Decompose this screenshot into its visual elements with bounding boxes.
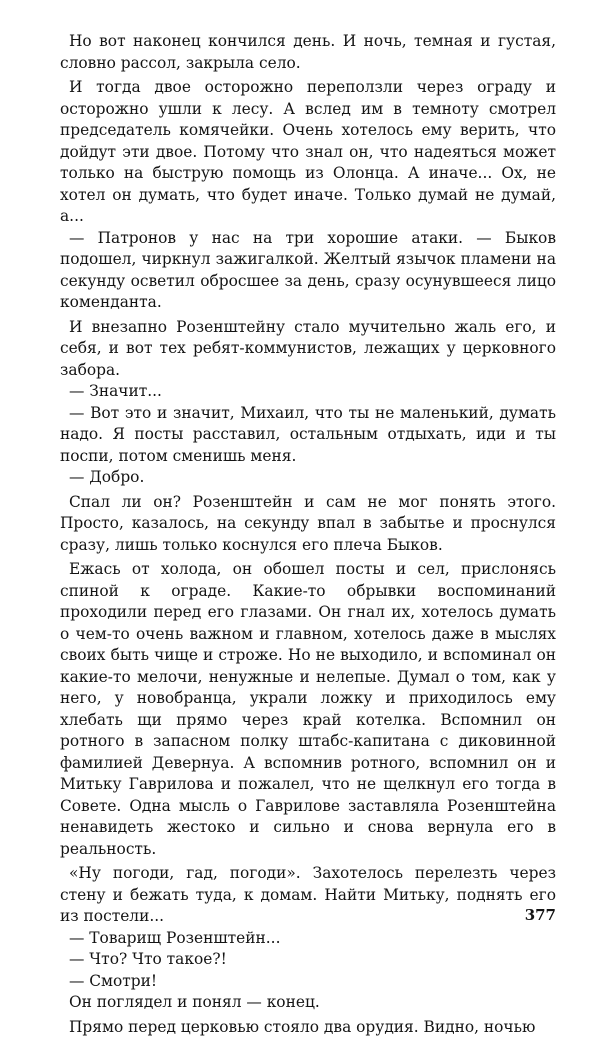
paragraph: Ежась от холода, он обошел посты и сел, прислонясь спиной к ограде. Какие-то обрывки воспоминаний проходили перед его глазами. Он гнал их, хотелось думать о чем-то очень важном и главном, хотелось даже в мыслях своих быть чище и строже. Но не выходило, и вспоминал он какие-то мелочи, ненужные и нелепые. Думал о том, как у него, у новобранца, украли ложку и приходилось ему хлебать щи прямо через край котелка. Вспомнил он ротного в запасном полку штабс-капитана с диковинной фамилией Девернуа. А вспомнив ротного, вспомнил он и Митьку Гаврилова и пожалел, что не щелкнул его тогда в Совете. Одна мысль о Гаврилове заставляла Розенштейна ненавидеть жестоко и сильно и снова вернула его в реальность. <box>60 559 556 860</box>
page-number: 377 <box>525 906 556 924</box>
paragraph: Спал ли он? Розенштейн и сам не мог понять этого. Просто, казалось, на секунду впал в забытье и проснулся сразу, лишь только коснулся его плеча Быков. <box>60 492 556 557</box>
paragraph: Но вот наконец кончился день. И ночь, темная и густая, словно рассол, закрыла село. <box>60 31 556 74</box>
paragraph: И внезапно Розенштейну стало мучительно жаль его, и себя, и вот тех ребят-коммунистов, лежащих у церковного забора. <box>60 317 556 382</box>
paragraph: — Вот это и значит, Михаил, что ты не маленький, думать надо. Я посты расставил, остальным отдыхать, иди и ты поспи, потом сменишь меня. <box>60 403 556 468</box>
paragraph: — Патронов у нас на три хорошие атаки. — Быков подошел, чиркнул зажигалкой. Желтый язычок пламени на секунду осветил обросшее за день, сразу осунувшееся лицо коменданта. <box>60 228 556 314</box>
paragraph: — Добро. <box>60 467 556 489</box>
paragraph: И тогда двое осторожно переползли через ограду и осторожно ушли к лесу. А вслед им в темноту смотрел председатель комячейки. Очень хотелось ему верить, что дойдут эти двое. Потому что знал он, что надеяться может только на быструю помощь из Олонца. А иначе... Ох, не хотел он думать, что будет иначе. Только думай не думай, а... <box>60 77 556 228</box>
paragraph: — Товарищ Розенштейн... <box>60 928 556 950</box>
paragraph: Прямо перед церковью стояло два орудия. Видно, ночью <box>60 1017 556 1038</box>
paragraph: — Смотри! <box>60 971 556 993</box>
paragraph: Он поглядел и понял — конец. <box>60 992 556 1014</box>
page-text <box>60 31 556 1038</box>
paragraph: «Ну погоди, гад, погоди». Захотелось перелезть через стену и бежать туда, к домам. Найти Митьку, поднять его из постели... <box>60 863 556 928</box>
paragraph: — Значит... <box>60 381 556 403</box>
paragraph: — Что? Что такое?! <box>60 949 556 971</box>
